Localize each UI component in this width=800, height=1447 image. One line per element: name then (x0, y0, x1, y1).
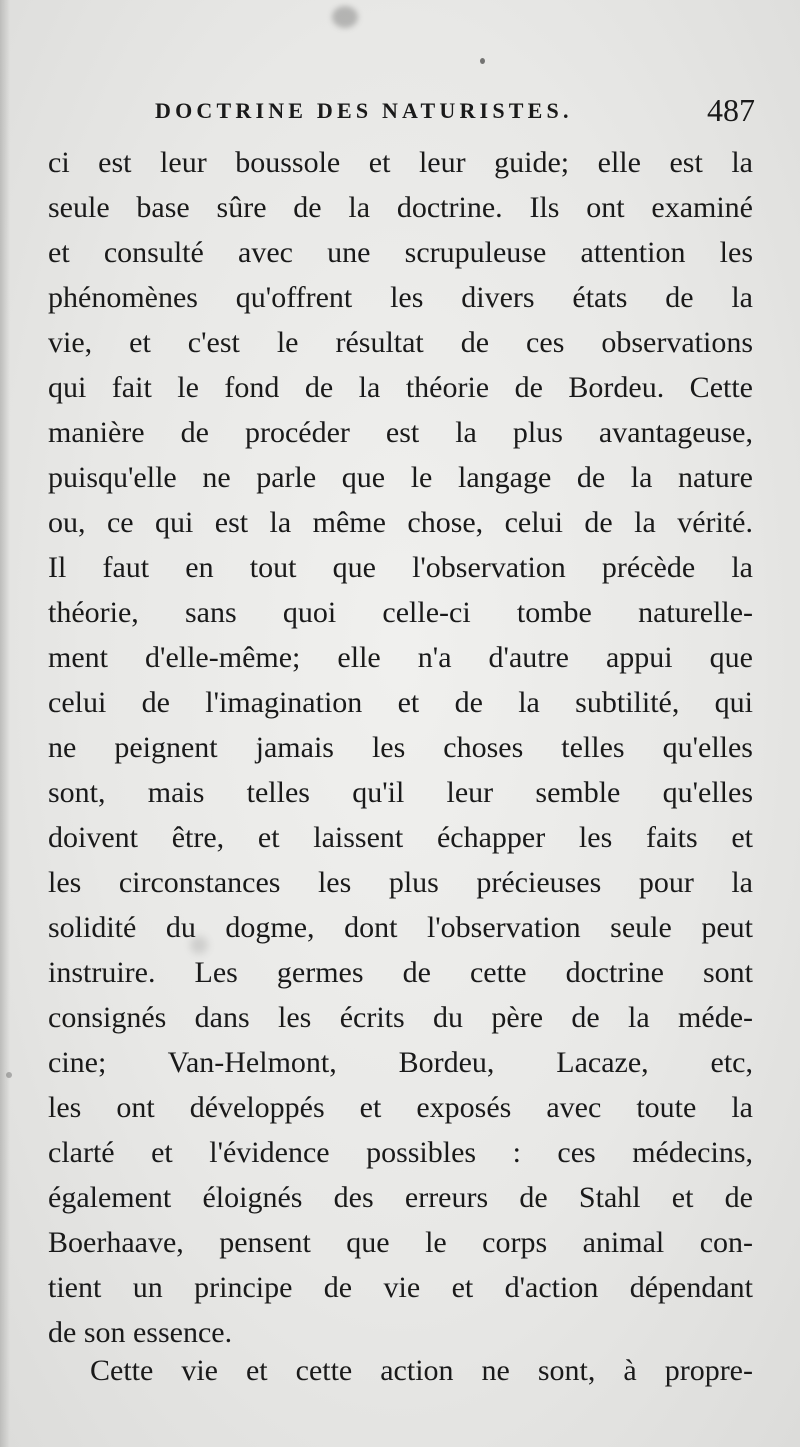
text-line: instruire. Les germes de cette doctrine sont (48, 956, 753, 989)
text-line: puisqu'elle ne parle que le langage de la nature (48, 461, 753, 494)
text-line: ci est leur boussole et leur guide; elle est la (48, 146, 753, 179)
paragraph-2 (48, 1348, 753, 1393)
text-line: les circonstances les plus précieuses pour la (48, 866, 753, 899)
ink-speck (6, 1072, 12, 1078)
text-line: vie, et c'est le résultat de ces observations (48, 326, 753, 359)
ink-smudge (332, 6, 358, 28)
text-line: phénomènes qu'offrent les divers états de la (48, 281, 753, 314)
text-line: Boerhaave, pensent que le corps animal con- (48, 1226, 753, 1259)
text-line: solidité du dogme, dont l'observation seule peut (48, 911, 753, 944)
text-line: doivent être, et laissent échapper les faits et (48, 821, 753, 854)
text-line: tient un principe de vie et d'action dépendant (48, 1271, 753, 1304)
ink-speck (480, 58, 485, 64)
text-line: manière de procéder est la plus avantageuse, (48, 416, 753, 449)
text-line: qui fait le fond de la théorie de Bordeu. Cette (48, 371, 753, 404)
text-line: théorie, sans quoi celle-ci tombe naturelle- (48, 596, 753, 629)
page-number: 487 (707, 92, 755, 128)
text-line: les ont développés et exposés avec toute la (48, 1091, 753, 1124)
running-title: DOCTRINE DES NATURISTES. (155, 98, 573, 123)
paragraph-1 (48, 140, 753, 1355)
page-edge-shadow (0, 0, 10, 1447)
text-line: Cette vie et cette action ne sont, à propre- (90, 1354, 753, 1387)
text-line: et consulté avec une scrupuleuse attention les (48, 236, 753, 269)
text-line: ou, ce qui est la même chose, celui de la vérité. (48, 506, 753, 539)
text-line: cine; Van-Helmont, Bordeu, Lacaze, etc, (48, 1046, 753, 1079)
text-line: ment d'elle-même; elle n'a d'autre appui que (48, 641, 753, 674)
text-line: consignés dans les écrits du père de la méde- (48, 1001, 753, 1034)
text-line: ne peignent jamais les choses telles qu'elles (48, 731, 753, 764)
running-head (155, 92, 755, 132)
text-line: celui de l'imagination et de la subtilité, qui (48, 686, 753, 719)
text-line: de son essence. (48, 1316, 233, 1349)
text-line: sont, mais telles qu'il leur semble qu'elles (48, 776, 753, 809)
text-line: Il faut en tout que l'observation précède la (48, 551, 753, 584)
text-line: clarté et l'évidence possibles : ces médecins, (48, 1136, 753, 1169)
text-line: également éloignés des erreurs de Stahl et de (48, 1181, 753, 1214)
text-line: seule base sûre de la doctrine. Ils ont examiné (48, 191, 753, 224)
